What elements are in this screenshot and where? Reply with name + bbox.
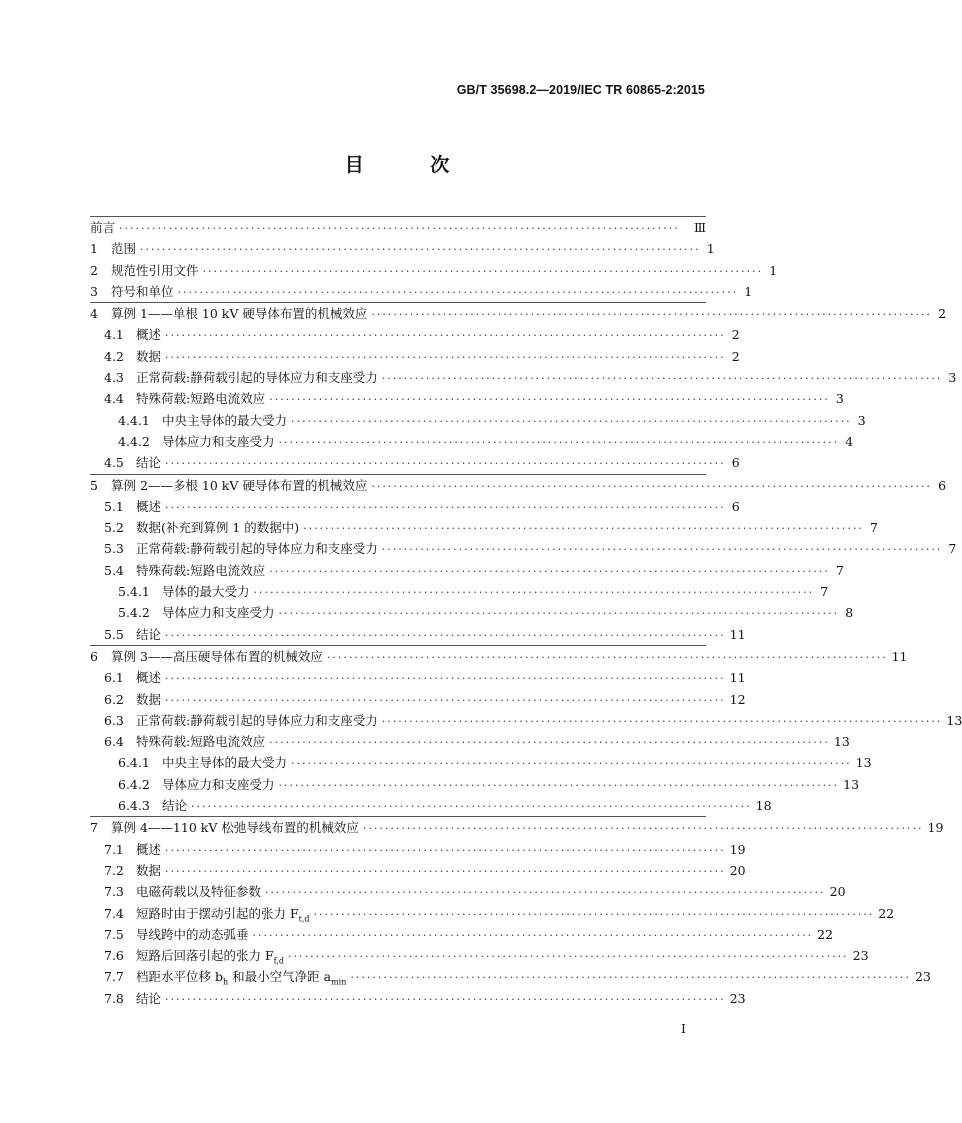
toc-entry[interactable]: [90, 645, 908, 667]
toc-entry[interactable]: [90, 474, 947, 496]
toc-entry[interactable]: [90, 945, 869, 966]
toc-entry-page: 1: [769, 262, 778, 278]
toc-entry-title: 导体应力和支座受力: [162, 605, 275, 621]
toc-entry-number: 4.4.2: [118, 433, 150, 449]
toc-dot-leader: ······································································································: [165, 693, 726, 707]
toc-entry[interactable]: [90, 752, 872, 773]
toc-entry-number: 1: [90, 241, 98, 257]
toc-entry-title: 中央主导体的最大受力: [162, 755, 288, 771]
toc-entry-title: 短路后回落引起的张力 $F_{f,d}$: [136, 948, 284, 966]
toc-entry[interactable]: [90, 302, 947, 324]
toc-dot-leader: ······································································································: [253, 586, 815, 600]
toc-entry[interactable]: [90, 924, 834, 945]
toc-entry-number: 2: [90, 262, 98, 278]
toc-dot-leader: ······································································································: [371, 479, 933, 493]
toc-dot-leader: ······································································································: [326, 650, 888, 664]
toc-dot-leader: ······································································································: [291, 757, 852, 771]
toc-entry-number: 5.3: [104, 541, 124, 557]
toc-entry-page: 23: [729, 990, 746, 1006]
toc-entry-number: 6: [90, 648, 98, 664]
toc-entry-title: 数据(补充到算例 1 的数据中): [136, 520, 300, 536]
toc-entry-number: 6.2: [104, 691, 124, 707]
toc-entry-number: 5.4.1: [118, 584, 150, 600]
toc-entry[interactable]: [90, 388, 844, 409]
toc-dot-leader: ······································································································: [165, 864, 726, 878]
toc-entry-number: 6.3: [104, 712, 124, 728]
toc-entry-page: 12: [729, 691, 746, 707]
toc-entry-number: 7.8: [104, 990, 124, 1006]
toc-dot-leader: ······································································································: [362, 822, 924, 836]
toc-entry[interactable]: [90, 988, 746, 1009]
toc-entry-title: 算例 1——单根 10 kV 硬导体布置的机械效应: [111, 306, 368, 322]
toc-entry[interactable]: [90, 452, 740, 473]
toc-entry-page: 3: [835, 391, 844, 407]
toc-dot-leader: ······································································································: [165, 992, 726, 1006]
toc-entry-page: 23: [852, 948, 869, 964]
toc-entry-number: 6.4.1: [118, 755, 150, 771]
toc-entry-number: 6.4: [104, 734, 124, 750]
toc-dot-leader: ······································································································: [381, 543, 943, 557]
toc-dot-leader: ······································································································: [265, 886, 826, 900]
toc-entry-number: 7.2: [104, 862, 124, 878]
toc-dot-leader: ······································································································: [119, 222, 680, 235]
toc-entry-title: 导线跨中的动态弧垂: [136, 926, 249, 942]
toc-entry-number: 4.5: [104, 455, 124, 471]
toc-entry-subscript: h: [222, 977, 229, 987]
toc-entry-title: 短路时由于摆动引起的张力 $F_{t,d}$: [136, 905, 310, 923]
toc-entry-number: 7.6: [104, 948, 124, 964]
toc-entry-number: 4.1: [104, 327, 124, 343]
toc-entry-page: 7: [869, 520, 878, 536]
toc-entry[interactable]: [90, 538, 957, 559]
toc-entry-subscript: f,d: [273, 956, 284, 966]
toc-entry-number: 7.1: [104, 841, 124, 857]
toc-entry-title: 概述: [136, 841, 162, 857]
toc-dot-leader: ······································································································: [381, 714, 943, 728]
toc-dot-leader: ······································································································: [165, 843, 726, 857]
toc-dot-leader: ······································································································: [381, 372, 943, 386]
toc-dot-leader: ······································································································: [278, 435, 840, 449]
toc-entry-number: 5.5: [104, 626, 124, 642]
toc-entry-title: 导体的最大受力: [162, 584, 250, 600]
toc-entry-title: 档距水平位移 $b_h$ 和最小空气净距 $a_{min}$: [136, 969, 347, 987]
toc-entry-page: 22: [878, 905, 895, 921]
toc-entry[interactable]: [90, 903, 895, 924]
toc-entry[interactable]: [90, 839, 746, 860]
toc-entry[interactable]: [90, 324, 740, 345]
toc-entry-number: 4: [90, 306, 98, 322]
toc-dot-leader: ······································································································: [291, 414, 852, 428]
toc-entry[interactable]: [90, 346, 740, 367]
toc-entry-title: 数据: [136, 862, 162, 878]
toc-entry-page: 6: [938, 477, 947, 493]
toc-dot-leader: ······································································································: [303, 522, 864, 536]
toc-dot-leader: ······································································································: [371, 308, 933, 322]
toc-entry-title: 导体应力和支座受力: [162, 776, 275, 792]
toc-entry[interactable]: [90, 602, 854, 623]
toc-dot-leader: ······································································································: [313, 907, 875, 921]
toc-entry-number: 6.4.3: [118, 798, 150, 814]
toc-dot-leader: ······································································································: [165, 500, 726, 514]
toc-entry-title: 符号和单位: [111, 283, 174, 299]
toc-entry-number: 3: [90, 283, 98, 299]
toc-entry-page: 19: [927, 820, 944, 836]
toc-entry-number: 7.3: [104, 884, 124, 900]
toc-entry-number: 6.1: [104, 670, 124, 686]
toc-dot-leader: ······································································································: [191, 800, 752, 814]
toc-entry-number: 5.2: [104, 520, 124, 536]
toc-entry-page: 11: [729, 670, 746, 686]
toc-entry[interactable]: [90, 860, 746, 881]
toc-entry[interactable]: [90, 367, 957, 388]
toc-entry-page: 13: [855, 755, 872, 771]
toc-entry[interactable]: [90, 281, 753, 302]
toc-entry[interactable]: [90, 774, 860, 795]
toc-entry-number: 7.4: [104, 905, 124, 921]
toc-dot-leader: ······································································································: [165, 672, 726, 686]
toc-entry-page: 19: [729, 841, 746, 857]
toc-entry[interactable]: [90, 431, 854, 452]
toc-entry[interactable]: [90, 517, 878, 538]
toc-entry-number: 7: [90, 820, 98, 836]
toc-entry-page: 13: [843, 776, 860, 792]
toc-entry-subscript: t,d: [298, 914, 310, 923]
toc-entry[interactable]: [90, 881, 846, 902]
toc-dot-leader: ······································································································: [278, 607, 840, 621]
toc-entry-page: 8: [845, 605, 854, 621]
toc-dot-leader: ······································································································: [177, 285, 739, 299]
toc-entry-page: 1: [744, 283, 753, 299]
toc-entry[interactable]: [90, 816, 944, 838]
toc-entry-title: 正常荷载:静荷载引起的导体应力和支座受力: [136, 712, 378, 728]
toc-entry-title: 正常荷载:静荷载引起的导体应力和支座受力: [136, 541, 378, 557]
toc-entry-title: 特殊荷载:短路电流效应: [136, 562, 266, 578]
toc-entry-title: 前言: [90, 220, 116, 235]
toc-dot-leader: ······································································································: [165, 457, 726, 471]
toc-entry[interactable]: [90, 560, 844, 581]
toc-entry-number: 7.5: [104, 926, 124, 942]
toc-entry-page: 11: [891, 648, 908, 664]
toc-entry-title: 范围: [111, 241, 137, 257]
toc-entry-page: 4: [845, 433, 854, 449]
table-of-contents: [90, 216, 962, 1009]
toc-entry-number: 5: [90, 477, 98, 493]
toc-entry-page: 7: [820, 584, 829, 600]
toc-entry-number: 4.2: [104, 348, 124, 364]
toc-entry-page: 3: [857, 412, 866, 428]
toc-entry[interactable]: [90, 710, 962, 731]
toc-entry[interactable]: [90, 216, 706, 238]
toc-dot-leader: ······································································································: [165, 628, 726, 642]
toc-dot-leader: ······································································································: [288, 950, 849, 964]
toc-entry-page: 13: [946, 712, 962, 728]
toc-entry-page: 2: [731, 327, 740, 343]
toc-entry-title: 结论: [136, 455, 162, 471]
toc-entry[interactable]: [90, 581, 829, 602]
toc-dot-leader: ······································································································: [165, 329, 726, 343]
toc-entry-title: 数据: [136, 691, 162, 707]
toc-dot-leader: ······································································································: [350, 971, 911, 985]
toc-entry-title: 正常荷载:静荷载引起的导体应力和支座受力: [136, 370, 378, 386]
toc-entry-page: 7: [835, 562, 844, 578]
toc-entry[interactable]: [90, 260, 778, 281]
toc-entry-title: 中央主导体的最大受力: [162, 412, 288, 428]
toc-entry-title: 导体应力和支座受力: [162, 433, 275, 449]
toc-dot-leader: ······································································································: [140, 243, 701, 257]
toc-entry-number: 5.4.2: [118, 605, 150, 621]
toc-entry-page: 11: [729, 626, 746, 642]
toc-entry-page: 23: [915, 969, 931, 985]
toc-entry-title: 算例 3——高压硬导体布置的机械效应: [111, 648, 323, 664]
toc-dot-leader: ······································································································: [202, 264, 764, 278]
toc-entry[interactable]: [90, 624, 746, 645]
toc-entry-page: Ⅲ: [693, 220, 706, 235]
toc-entry-page: 1: [706, 241, 715, 257]
toc-entry-page: 2: [938, 306, 947, 322]
toc-entry-title: 规范性引用文件: [111, 262, 199, 278]
toc-entry-title: 结论: [136, 626, 162, 642]
toc-dot-leader: ······································································································: [278, 778, 840, 792]
toc-title: 目 次: [344, 154, 480, 176]
toc-entry[interactable]: [90, 689, 746, 710]
toc-entry-title: 算例 2——多根 10 kV 硬导体布置的机械效应: [111, 477, 368, 493]
toc-entry-page: 13: [833, 734, 850, 750]
standard-number-header: GB/T 35698.2—2019/IEC TR 60865-2:2015: [456, 83, 705, 97]
toc-entry[interactable]: [90, 795, 772, 816]
toc-entry-page: 6: [731, 498, 740, 514]
toc-entry-title: 概述: [136, 327, 162, 343]
toc-entry-title: 概述: [136, 498, 162, 514]
toc-entry-number: 5.4: [104, 562, 124, 578]
toc-entry[interactable]: [90, 731, 850, 752]
toc-dot-leader: ······································································································: [165, 350, 726, 364]
toc-entry-page: 20: [829, 884, 846, 900]
toc-entry-title: 数据: [136, 348, 162, 364]
toc-entry-number: 5.1: [104, 498, 124, 514]
toc-entry-number: 4.4.1: [118, 412, 150, 428]
toc-entry-title: 算例 4——110 kV 松弛导线布置的机械效应: [111, 820, 359, 836]
toc-entry-page: 20: [729, 862, 746, 878]
toc-entry[interactable]: [90, 238, 715, 259]
toc-entry-title: 特殊荷载:短路电流效应: [136, 734, 266, 750]
toc-entry-number: 4.4: [104, 391, 124, 407]
toc-entry-page: 2: [731, 348, 740, 364]
toc-entry-page: 22: [817, 926, 834, 942]
page-number: I: [681, 1021, 686, 1036]
toc-entry-page: 7: [948, 541, 957, 557]
toc-entry-title: 特殊荷载:短路电流效应: [136, 391, 266, 407]
toc-entry-page: 6: [731, 455, 740, 471]
toc-entry-title: 电磁荷载以及特征参数: [136, 884, 262, 900]
toc-entry-subscript: min: [331, 977, 347, 987]
toc-dot-leader: ······································································································: [269, 736, 830, 750]
toc-entry-title: 结论: [136, 990, 162, 1006]
toc-entry-number: 6.4.2: [118, 776, 150, 792]
toc-entry-title: 概述: [136, 670, 162, 686]
toc-entry-number: 4.3: [104, 370, 124, 386]
toc-entry[interactable]: [90, 410, 866, 431]
toc-entry-title: 结论: [162, 798, 188, 814]
toc-dot-leader: ······································································································: [269, 564, 830, 578]
toc-entry[interactable]: [90, 966, 931, 987]
toc-entry-page: 3: [948, 370, 957, 386]
toc-dot-leader: ······································································································: [252, 928, 814, 942]
toc-entry[interactable]: [90, 496, 740, 517]
toc-entry[interactable]: [90, 667, 746, 688]
toc-entry-number: 7.7: [104, 969, 124, 985]
toc-entry-page: 18: [755, 798, 772, 814]
toc-dot-leader: ······································································································: [269, 393, 830, 407]
